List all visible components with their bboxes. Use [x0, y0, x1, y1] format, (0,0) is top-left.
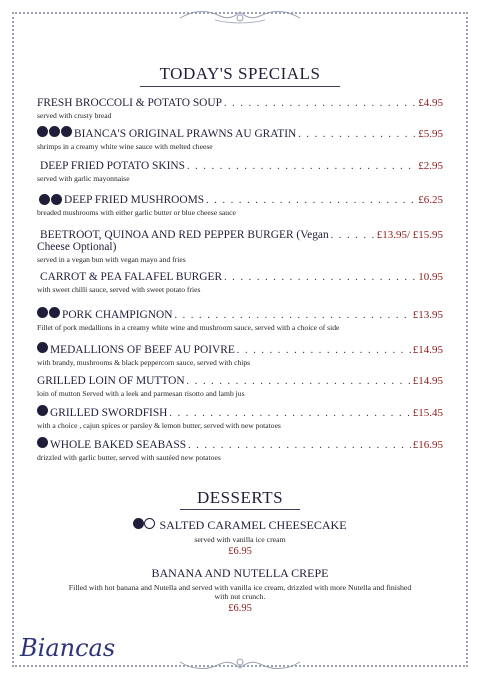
dot-leader	[169, 408, 410, 419]
vegan-icon	[37, 229, 38, 238]
menu-item-description: served with crusty bread	[37, 111, 112, 120]
menu-item-line	[37, 194, 443, 206]
menu-item-price: £15.45	[412, 407, 443, 419]
menu-item-line	[37, 437, 443, 451]
menu-item-name: GRILLED LOIN OF MUTTON	[37, 375, 185, 387]
menu-item-price: £13.95/ £15.95	[376, 229, 443, 241]
menu-item	[37, 375, 443, 398]
dietary-icon	[37, 126, 48, 137]
menu-item-line	[37, 405, 443, 419]
dietary-icon	[144, 518, 155, 529]
menu-item-line	[37, 342, 443, 356]
menu-item-name: DEEP FRIED POTATO SKINS	[40, 160, 185, 172]
menu-item	[37, 437, 443, 462]
dessert-name: BANANA AND NUTELLA CREPE	[151, 566, 329, 580]
menu-item	[37, 405, 443, 430]
dessert-description-cont: with nut crunch.	[214, 592, 266, 601]
menu-item	[37, 97, 443, 120]
restaurant-logo: Biancas	[20, 634, 116, 662]
specials-heading: TODAY'S SPECIALS	[159, 64, 321, 83]
dessert-item	[0, 518, 480, 557]
dietary-icon	[61, 126, 72, 137]
menu-item-line	[37, 271, 443, 283]
dessert-price: £6.95	[228, 546, 252, 557]
vegan-icon	[37, 271, 38, 280]
menu-item-price: £2.95	[418, 160, 443, 172]
dot-leader	[298, 129, 416, 140]
dietary-badges	[37, 194, 62, 205]
dietary-icon	[37, 437, 48, 448]
menu-item-line	[37, 229, 443, 241]
menu-item-name: BEETROOT, QUINOA AND RED PEPPER BURGER (Vegan	[40, 229, 329, 241]
menu-item	[37, 342, 443, 367]
dessert-item	[0, 566, 480, 614]
desserts-divider	[180, 509, 300, 510]
dietary-badges	[37, 405, 48, 416]
dietary-icon	[49, 126, 60, 137]
menu-item-price: 10.95	[418, 271, 443, 283]
menu-item-description: drizzled with garlic butter, served with sautéed new potatoes	[37, 453, 221, 462]
dietary-badges	[37, 307, 60, 318]
dessert-description: served with vanilla ice cream	[194, 535, 286, 544]
menu-item-price: £13.95	[412, 309, 443, 321]
desserts-heading: DESSERTS	[196, 488, 284, 507]
menu-item	[37, 160, 443, 183]
vegan-icon	[37, 160, 38, 169]
menu-item-name: GRILLED SWORDFISH	[50, 407, 168, 419]
menu-item	[37, 194, 443, 217]
menu-item-name: DEEP FRIED MUSHROOMS	[64, 194, 205, 206]
menu-item-price: £5.95	[418, 128, 443, 140]
dot-leader	[206, 195, 416, 206]
dessert-name: SALTED CARAMEL CHEESECAKE	[159, 518, 347, 532]
specials-divider	[140, 86, 340, 87]
menu-item-name: PORK CHAMPIGNON	[62, 309, 173, 321]
menu-item-line	[37, 97, 443, 109]
menu-item-description: loin of mutton Served with a leek and parmesan risotto and lamb jus	[37, 389, 245, 398]
top-flourish-icon	[175, 4, 305, 26]
dot-leader	[187, 376, 411, 387]
dietary-badges	[37, 229, 38, 238]
menu-item-name: CARROT & PEA FALAFEL BURGER	[40, 271, 223, 283]
dietary-badges	[37, 126, 72, 137]
dot-leader	[224, 98, 416, 109]
dot-leader	[187, 161, 416, 172]
gluten-free-icon	[49, 307, 60, 318]
dietary-icon	[37, 307, 48, 318]
menu-item-name: MEDALLIONS OF BEEF AU POIVRE	[50, 344, 235, 356]
menu-item-description: with sweet chilli sauce, served with sweet potato fries	[37, 285, 201, 294]
menu-item-price: £4.95	[418, 97, 443, 109]
menu-item	[37, 126, 443, 151]
menu-item-description: shrimps in a creamy white wine sauce with melted cheese	[37, 142, 213, 151]
dot-leader	[331, 230, 375, 241]
menu-item-price: £16.95	[412, 439, 443, 451]
menu-item	[37, 229, 443, 264]
menu-item-line	[37, 375, 443, 387]
menu-item-line	[37, 160, 443, 172]
menu-item-price: £6.25	[418, 194, 443, 206]
menu-item-price: £14.95	[412, 375, 443, 387]
dot-leader	[237, 345, 411, 356]
menu-item-name: FRESH BROCCOLI & POTATO SOUP	[37, 97, 222, 109]
menu-item-name: WHOLE BAKED SEABASS	[50, 439, 187, 451]
gluten-free-icon	[37, 342, 48, 353]
dot-leader	[188, 440, 411, 451]
dot-leader	[174, 310, 410, 321]
dietary-badges	[37, 437, 48, 448]
gluten-free-icon	[37, 405, 48, 416]
menu-item-description: with brandy, mushrooms & black peppercorn sauce, served with chips	[37, 358, 251, 367]
dietary-icon	[39, 194, 50, 205]
menu-item-description: Fillet of pork medallions in a creamy white wine and mushroom sauce, served with a choice of side	[37, 323, 340, 332]
vegan-icon	[37, 194, 38, 203]
menu-item-description: breaded mushrooms with either garlic butter or blue cheese sauce	[37, 208, 236, 217]
menu-item-description: served with garlic mayonnaise	[37, 174, 130, 183]
menu-item-description: served in a vegan bun with vegan mayo and fries	[37, 255, 186, 264]
bottom-flourish-icon	[175, 656, 305, 676]
dietary-icon	[133, 518, 144, 529]
menu-item-name-cont: Cheese Optional)	[37, 241, 117, 253]
dessert-price: £6.95	[228, 603, 252, 614]
menu-item-name: BIANCA'S ORIGINAL PRAWNS AU GRATIN	[74, 128, 297, 140]
dot-leader	[224, 272, 416, 283]
dietary-badges	[37, 271, 38, 280]
dietary-icon	[51, 194, 62, 205]
menu-item-line	[37, 307, 443, 321]
menu-item-line	[37, 126, 443, 140]
menu-item-description: with a choice , cajun spices or parsley & lemon butter, served with new potatoes	[37, 421, 281, 430]
dietary-badges	[37, 160, 38, 169]
dessert-description: Filled with hot banana and Nutella and served with vanilla ice cream, drizzled with more Nutella and finished	[68, 583, 412, 592]
menu-item-price: £14.95	[412, 344, 443, 356]
menu-item	[37, 271, 443, 294]
dietary-badges	[37, 342, 48, 353]
menu-item	[37, 307, 443, 332]
